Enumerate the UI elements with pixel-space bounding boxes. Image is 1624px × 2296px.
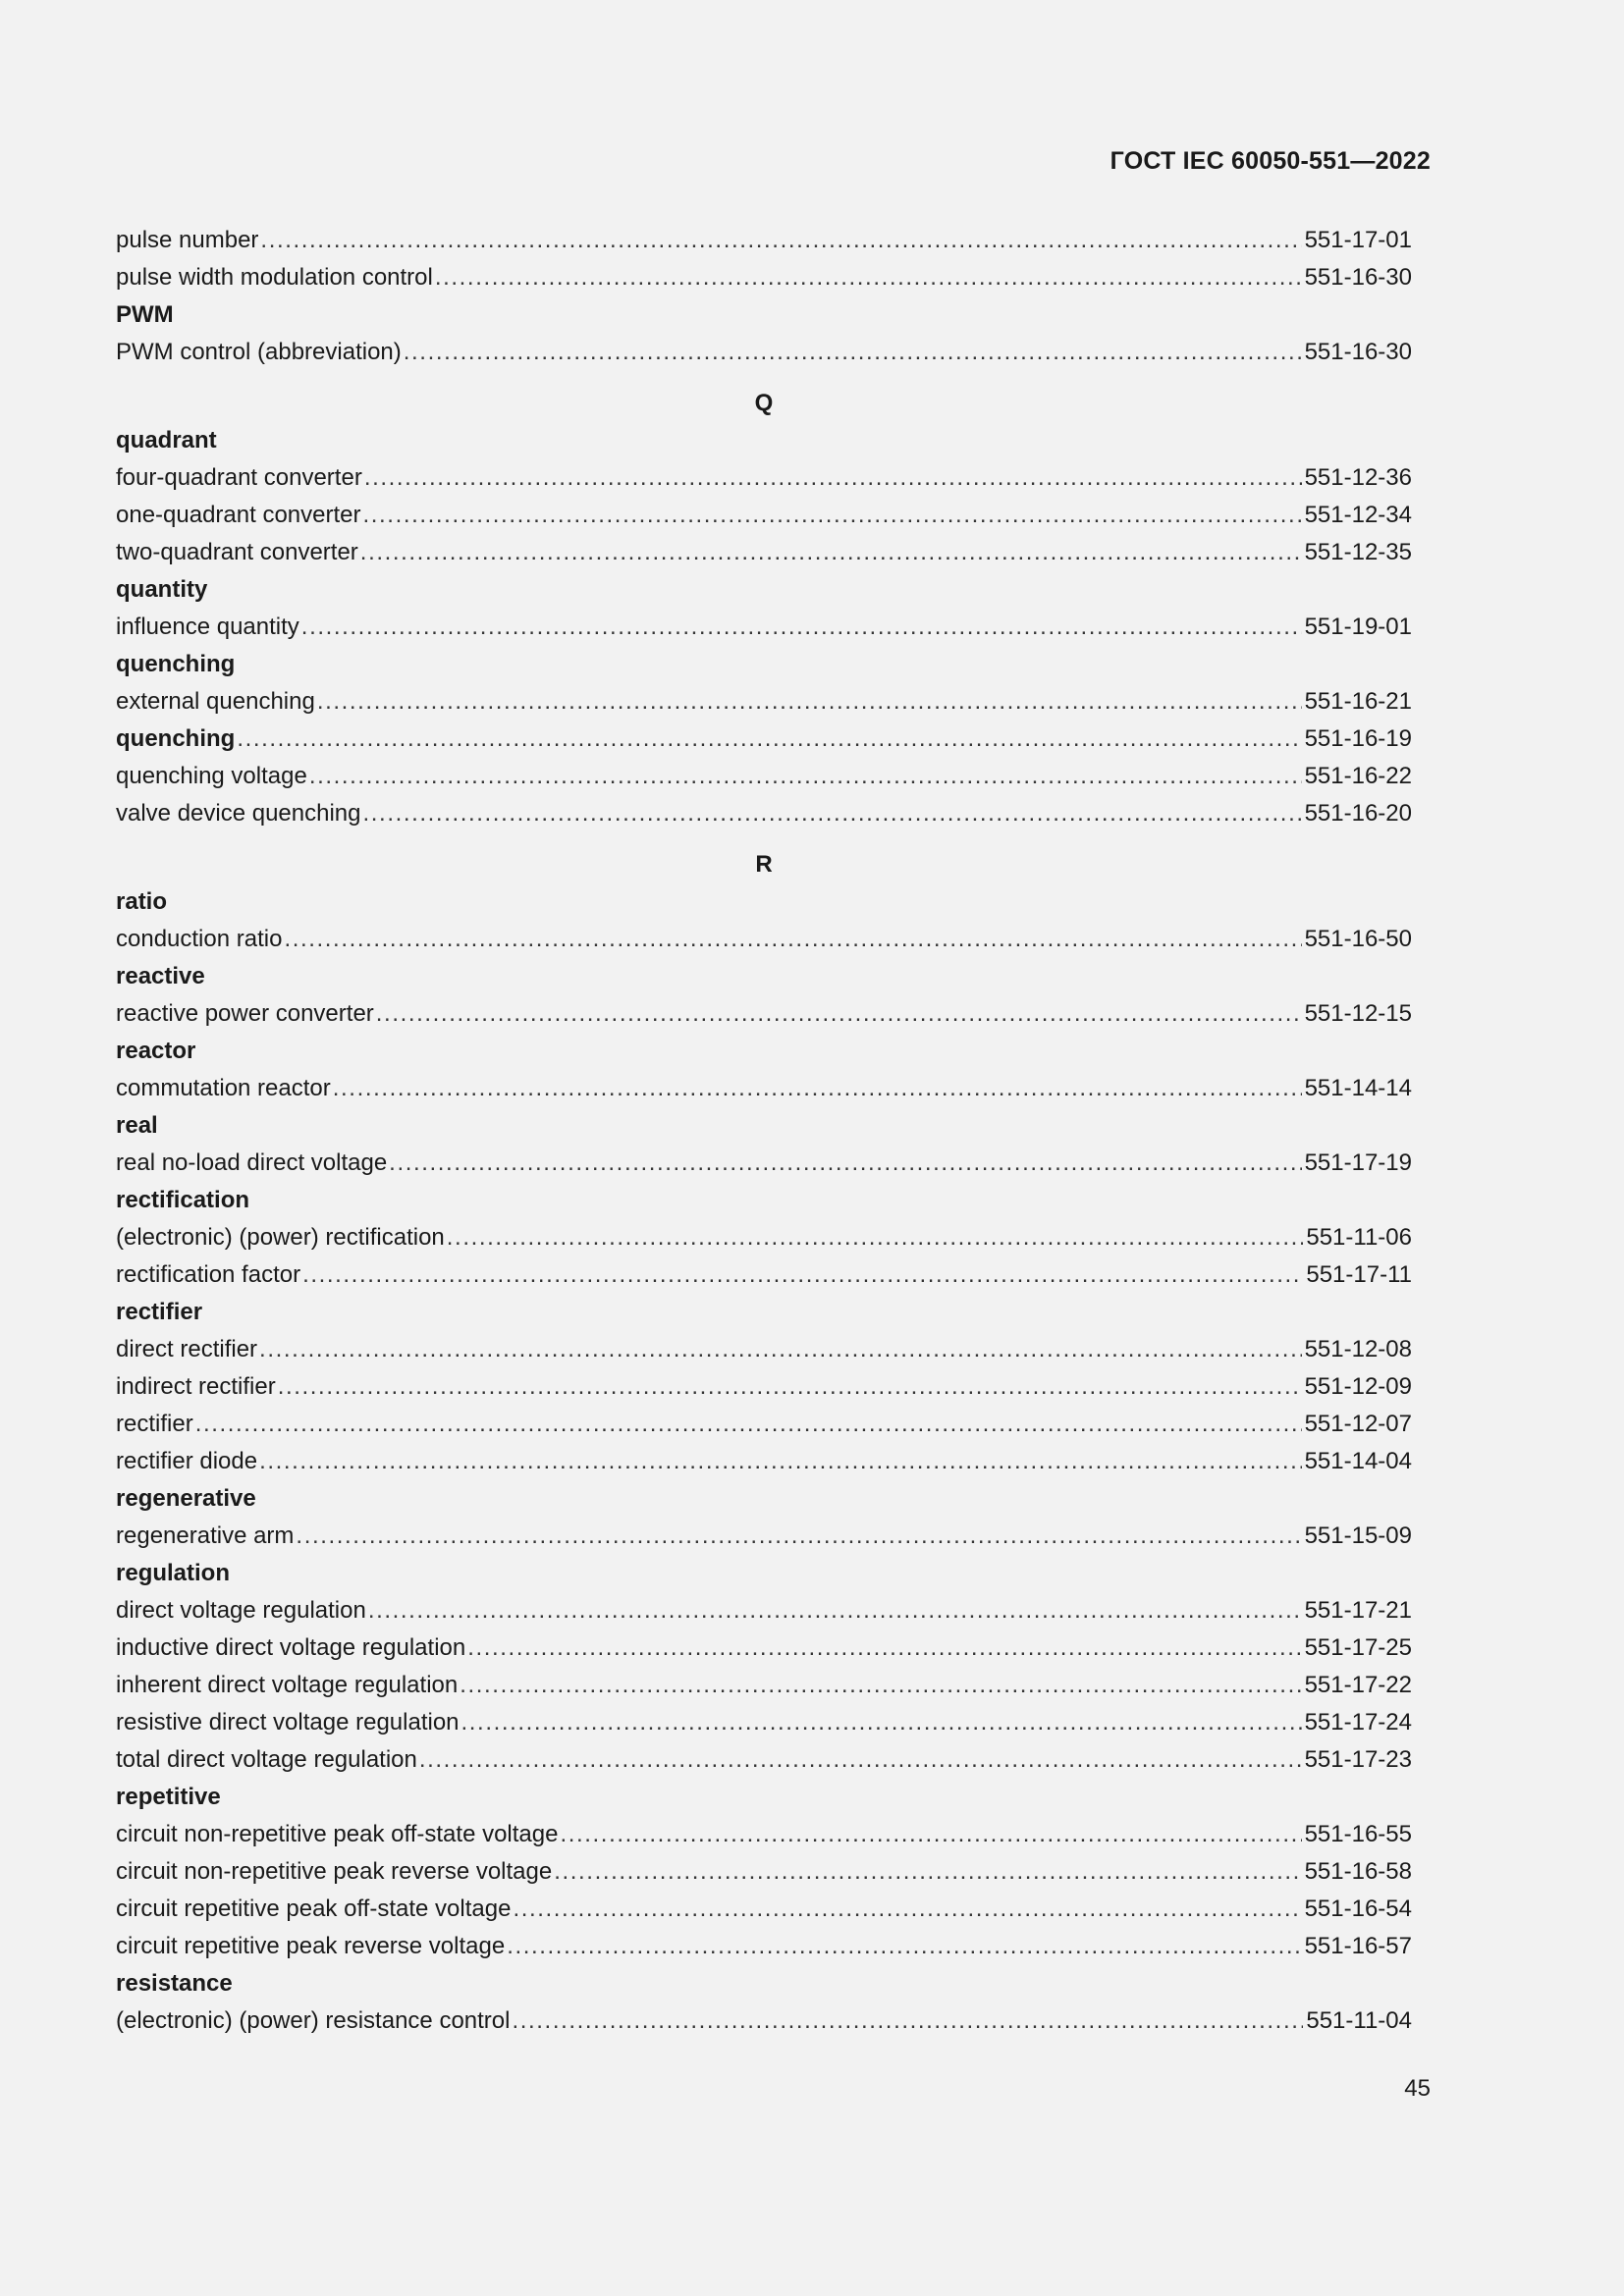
index-reference: 551-12-07 [1304, 1411, 1412, 1437]
index-entry [116, 2002, 1412, 2040]
index-reference: 551-12-15 [1304, 1000, 1412, 1027]
index-entry [116, 259, 1412, 296]
index-term: circuit repetitive peak reverse voltage [116, 1933, 506, 1959]
index-entry [116, 795, 1412, 832]
index-heading: rectification [116, 1187, 250, 1213]
index-heading: quantity [116, 576, 208, 603]
index-term: (electronic) (power) resistance control [116, 2007, 511, 2034]
dot-leader [260, 222, 1301, 259]
dot-leader [317, 683, 1302, 721]
index-heading: resistance [116, 1970, 233, 1997]
index-reference: 551-16-57 [1304, 1933, 1412, 1959]
dot-leader [389, 1145, 1301, 1182]
index-entry [116, 1443, 1412, 1480]
index-term: one-quadrant converter [116, 502, 361, 528]
dot-leader [302, 1256, 1303, 1294]
index-term: external quenching [116, 688, 315, 715]
index-reference: 551-14-04 [1304, 1448, 1412, 1474]
index-reference: 551-12-08 [1304, 1336, 1412, 1362]
index-entry [116, 1891, 1412, 1928]
dot-leader [512, 2002, 1303, 2040]
index-reference: 551-16-19 [1304, 725, 1412, 752]
index-heading: regenerative [116, 1485, 256, 1512]
index-entry [116, 1406, 1412, 1443]
index-term: conduction ratio [116, 926, 283, 952]
dot-leader [333, 1070, 1302, 1107]
index-reference: 551-12-35 [1304, 539, 1412, 565]
index-entry [116, 1816, 1412, 1853]
index-reference: 551-16-30 [1304, 339, 1412, 365]
dot-leader [376, 995, 1302, 1033]
dot-leader [560, 1816, 1301, 1853]
index-reference: 551-17-01 [1304, 227, 1412, 253]
index-reference: 551-12-09 [1304, 1373, 1412, 1400]
index-term: valve device quenching [116, 800, 361, 827]
dot-leader [467, 1629, 1301, 1667]
index-term: influence quantity [116, 614, 299, 640]
dot-leader [360, 534, 1302, 571]
index-reference: 551-17-23 [1304, 1746, 1412, 1773]
dot-leader [435, 259, 1302, 296]
index-list [116, 222, 1412, 2040]
index-entry [116, 497, 1412, 534]
dot-leader [554, 1853, 1301, 1891]
index-entry [116, 609, 1412, 646]
index-heading: reactive [116, 963, 205, 989]
dot-leader [296, 1518, 1301, 1555]
index-term: rectifier [116, 1411, 193, 1437]
index-term: direct rectifier [116, 1336, 258, 1362]
index-reference: 551-16-50 [1304, 926, 1412, 952]
index-entry [116, 334, 1412, 371]
dot-leader [419, 1741, 1302, 1779]
dot-leader [363, 497, 1302, 534]
index-reference: 551-17-25 [1304, 1634, 1412, 1661]
index-reference: 551-11-04 [1306, 2007, 1412, 2034]
dot-leader [259, 1331, 1302, 1368]
index-term: pulse width modulation control [116, 264, 433, 291]
index-term: quenching [116, 725, 236, 752]
index-heading: ratio [116, 888, 168, 915]
index-entry [116, 459, 1412, 497]
index-term: direct voltage regulation [116, 1597, 366, 1624]
index-term: PWM control (abbreviation) [116, 339, 402, 365]
dot-leader [363, 795, 1302, 832]
index-entry [116, 721, 1412, 758]
index-entry [116, 1368, 1412, 1406]
index-term: rectifier diode [116, 1448, 258, 1474]
index-reference: 551-16-30 [1304, 264, 1412, 291]
index-reference: 551-16-21 [1304, 688, 1412, 715]
index-heading: real [116, 1112, 158, 1139]
dot-leader [278, 1368, 1302, 1406]
index-term: circuit repetitive peak off-state voltage [116, 1896, 512, 1922]
index-entry [116, 1256, 1412, 1294]
index-reference: 551-12-34 [1304, 502, 1412, 528]
dot-leader [309, 758, 1302, 795]
index-term: resistive direct voltage regulation [116, 1709, 460, 1735]
index-heading: quenching [116, 651, 236, 677]
index-heading: rectifier [116, 1299, 203, 1325]
dot-leader [237, 721, 1301, 758]
index-term: two-quadrant converter [116, 539, 358, 565]
index-reference: 551-14-14 [1304, 1075, 1412, 1101]
dot-leader [507, 1928, 1301, 1965]
index-reference: 551-17-21 [1304, 1597, 1412, 1624]
index-reference: 551-19-01 [1304, 614, 1412, 640]
index-entry [116, 1592, 1412, 1629]
index-term: regenerative arm [116, 1522, 295, 1549]
index-reference: 551-17-24 [1304, 1709, 1412, 1735]
index-heading: reactor [116, 1038, 196, 1064]
dot-leader [404, 334, 1302, 371]
index-entry [116, 1145, 1412, 1182]
dot-leader [368, 1592, 1302, 1629]
dot-leader [195, 1406, 1302, 1443]
index-reference: 551-15-09 [1304, 1522, 1412, 1549]
index-entry [116, 1853, 1412, 1891]
dot-leader [513, 1891, 1301, 1928]
index-entry [116, 758, 1412, 795]
dot-leader [447, 1219, 1304, 1256]
index-term: indirect rectifier [116, 1373, 276, 1400]
index-reference: 551-12-36 [1304, 464, 1412, 491]
dot-leader [284, 921, 1301, 958]
index-term: reactive power converter [116, 1000, 374, 1027]
index-entry [116, 1331, 1412, 1368]
index-term: pulse number [116, 227, 259, 253]
index-entry [116, 1667, 1412, 1704]
index-term: four-quadrant converter [116, 464, 362, 491]
index-term: commutation reactor [116, 1075, 331, 1101]
index-reference: 551-17-19 [1304, 1149, 1412, 1176]
dot-leader [461, 1704, 1302, 1741]
index-reference: 551-11-06 [1306, 1224, 1412, 1251]
dot-leader [301, 609, 1302, 646]
index-entry [116, 921, 1412, 958]
index-term: quenching voltage [116, 763, 307, 789]
index-entry [116, 222, 1412, 259]
index-entry [116, 1518, 1412, 1555]
index-entry [116, 1928, 1412, 1965]
index-reference: 551-16-55 [1304, 1821, 1412, 1847]
index-heading: regulation [116, 1560, 231, 1586]
index-term: real no-load direct voltage [116, 1149, 388, 1176]
dot-leader [364, 459, 1302, 497]
dot-leader [259, 1443, 1302, 1480]
index-entry [116, 1219, 1412, 1256]
index-entry [116, 683, 1412, 721]
index-term: circuit non-repetitive peak reverse voltage [116, 1858, 553, 1885]
index-term: circuit non-repetitive peak off-state voltage [116, 1821, 559, 1847]
index-heading: repetitive [116, 1784, 221, 1810]
index-entry [116, 995, 1412, 1033]
index-reference: 551-16-22 [1304, 763, 1412, 789]
index-reference: 551-17-11 [1306, 1261, 1412, 1288]
index-reference: 551-16-58 [1304, 1858, 1412, 1885]
index-reference: 551-16-20 [1304, 800, 1412, 827]
index-term: rectification factor [116, 1261, 301, 1288]
index-heading: PWM [116, 301, 174, 328]
index-entry [116, 1070, 1412, 1107]
index-heading: quadrant [116, 427, 217, 454]
section-letter: R [755, 851, 773, 878]
index-reference: 551-17-22 [1304, 1672, 1412, 1698]
index-reference: 551-16-54 [1304, 1896, 1412, 1922]
index-term: (electronic) (power) rectification [116, 1224, 445, 1251]
dot-leader [460, 1667, 1301, 1704]
page-number: 45 [1404, 2075, 1431, 2102]
index-entry [116, 1741, 1412, 1779]
index-entry [116, 1629, 1412, 1667]
index-term: inductive direct voltage regulation [116, 1634, 466, 1661]
index-entry [116, 534, 1412, 571]
index-term: total direct voltage regulation [116, 1746, 417, 1773]
section-letter: Q [754, 390, 774, 416]
index-entry [116, 1704, 1412, 1741]
index-term: inherent direct voltage regulation [116, 1672, 459, 1698]
page-header: ГОСТ IEC 60050-551—2022 [1110, 147, 1431, 175]
